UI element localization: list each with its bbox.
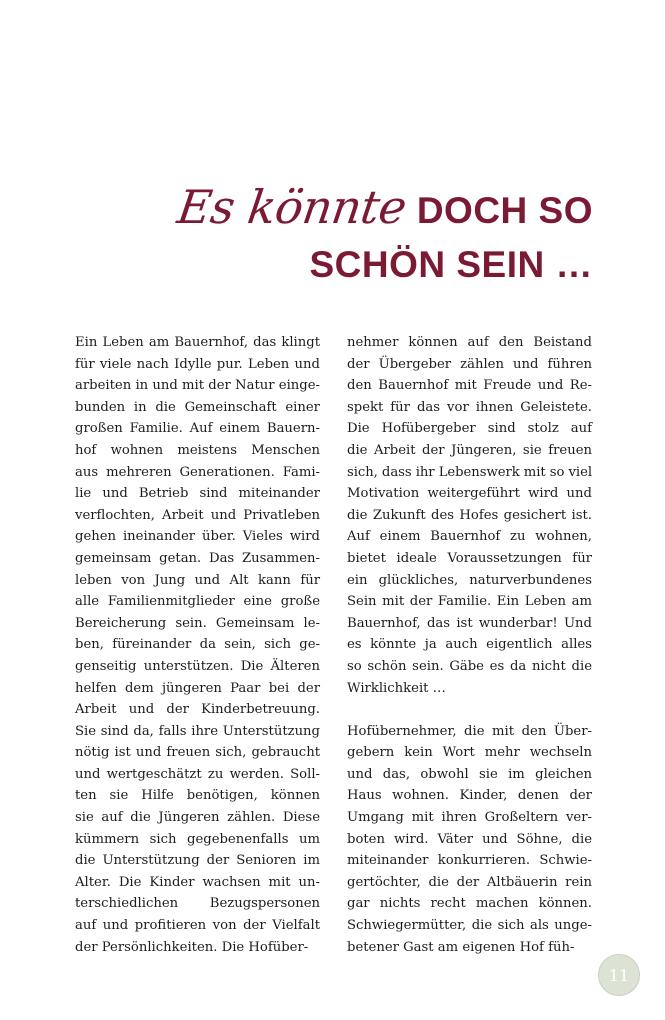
text-line: die Unterstützung der Senioren im [75,853,320,869]
text-line: hof wohnen meistens Menschen [75,442,320,458]
text-line: Hofübernehmer, die mit den Über- [347,723,592,739]
text-line: Sein mit der Familie. Ein Leben am [347,594,592,610]
text-line: sie auf die Jüngeren zählen. Diese [75,810,320,826]
text-line: Motivation weitergeführt wird und [347,486,592,502]
title-caps-line2: SCHÖN SEIN … [309,244,593,285]
text-line: aus mehreren Generationen. Fami- [75,464,320,480]
text-line: für viele nach Idylle pur. Leben und [75,356,320,372]
title-script: Es könnte [174,180,410,234]
text-line: und das, obwohl sie im gleichen [347,766,592,782]
text-line: Haus wohnen. Kinder, denen der [347,788,592,804]
text-line: es könnte ja auch eigentlich alles [347,637,592,653]
text-line: Ein Leben am Bauernhof, das klingt [75,335,320,350]
right-text-column [347,332,592,958]
text-line: Bauernhof, das ist wunderbar! Und [347,615,592,631]
text-line: Schwiegermütter, die sich als unge- [347,918,592,934]
text-line: gar nichts recht machen können. [347,896,592,912]
text-line: helfen dem jüngeren Paar bei der [75,680,320,696]
text-line: Auf einem Bauernhof zu wohnen, [347,529,592,545]
text-line: Wirklichkeit … [347,680,446,696]
text-line: nehmer können auf den Beistand [347,335,592,350]
text-line: Die Hofübergeber sind stolz auf [347,421,592,437]
text-line: die Arbeit der Jüngeren, sie freuen [347,442,592,458]
left-text-column [75,332,320,958]
text-line: gemeinsam getan. Das Zusammen- [75,550,320,566]
chapter-title [174,180,593,286]
text-line: so schön sein. Gäbe es da nicht die [347,658,592,674]
text-line: terschiedlichen Bezugspersonen [75,896,320,912]
text-line: miteinander konkurrieren. Schwie- [347,853,592,869]
text-line: genseitig unterstützen. Die Älteren [75,658,320,674]
text-line: leben von Jung und Alt kann für [75,572,320,588]
title-caps-line1: DOCH SO [416,190,593,231]
page-number-badge: 11 [598,954,640,996]
text-line: großen Familie. Auf einem Bauern- [75,421,320,437]
text-line: der Persönlichkeiten. Die Hofüber- [75,939,309,955]
text-line: sich, dass ihr Lebenswerk mit so viel [347,464,593,480]
text-line: nötig ist und freuen sich, gebraucht [75,745,320,761]
text-line: betener Gast am eigenen Hof füh- [347,939,575,955]
paragraph-gap [347,699,592,721]
text-line: gertöchter, die der Altbäuerin rein [347,874,592,890]
text-line: gebern kein Wort mehr wechseln [347,745,592,761]
text-line: boten wird. Väter und Söhne, die [347,831,592,847]
text-line: bietet ideale Voraussetzungen für [347,550,592,566]
text-line: Umgang mit ihren Großeltern ver- [347,810,592,826]
text-line: Alter. Die Kinder wachsen mit un- [75,874,320,890]
text-line: bunden in die Gemeinschaft einer [75,399,320,415]
text-line: Arbeit und der Kinderbetreuung. [75,702,320,718]
text-line: ten sie Hilfe benötigen, können [75,788,320,804]
text-line: gehen ineinander über. Vieles wird [75,529,320,545]
text-line: alle Familienmitglieder eine große [75,594,320,610]
text-line: und wertgeschätzt zu werden. Soll- [75,766,320,782]
text-line: Sie sind da, falls ihre Unterstützung [75,723,320,739]
text-line: Bereicherung sein. Gemeinsam le- [75,615,320,631]
text-line: lie und Betrieb sind miteinander [75,486,320,502]
text-line: kümmern sich gegebenenfalls um [75,831,320,847]
text-line: verflochten, Arbeit und Privatleben [75,507,320,523]
text-line: auf und profitieren von der Vielfalt [75,918,320,934]
text-line: der Übergeber zählen und führen [347,356,592,372]
text-line: arbeiten in und mit der Natur einge- [75,378,320,394]
text-line: ein glückliches, naturverbundenes [347,572,592,588]
text-line: spekt für das vor ihnen Geleistete. [347,399,592,415]
text-line: ben, füreinander da sein, sich ge- [75,637,320,653]
text-line: die Zukunft des Hofes gesichert ist. [347,507,592,523]
text-line: den Bauernhof mit Freude und Re- [347,378,592,394]
